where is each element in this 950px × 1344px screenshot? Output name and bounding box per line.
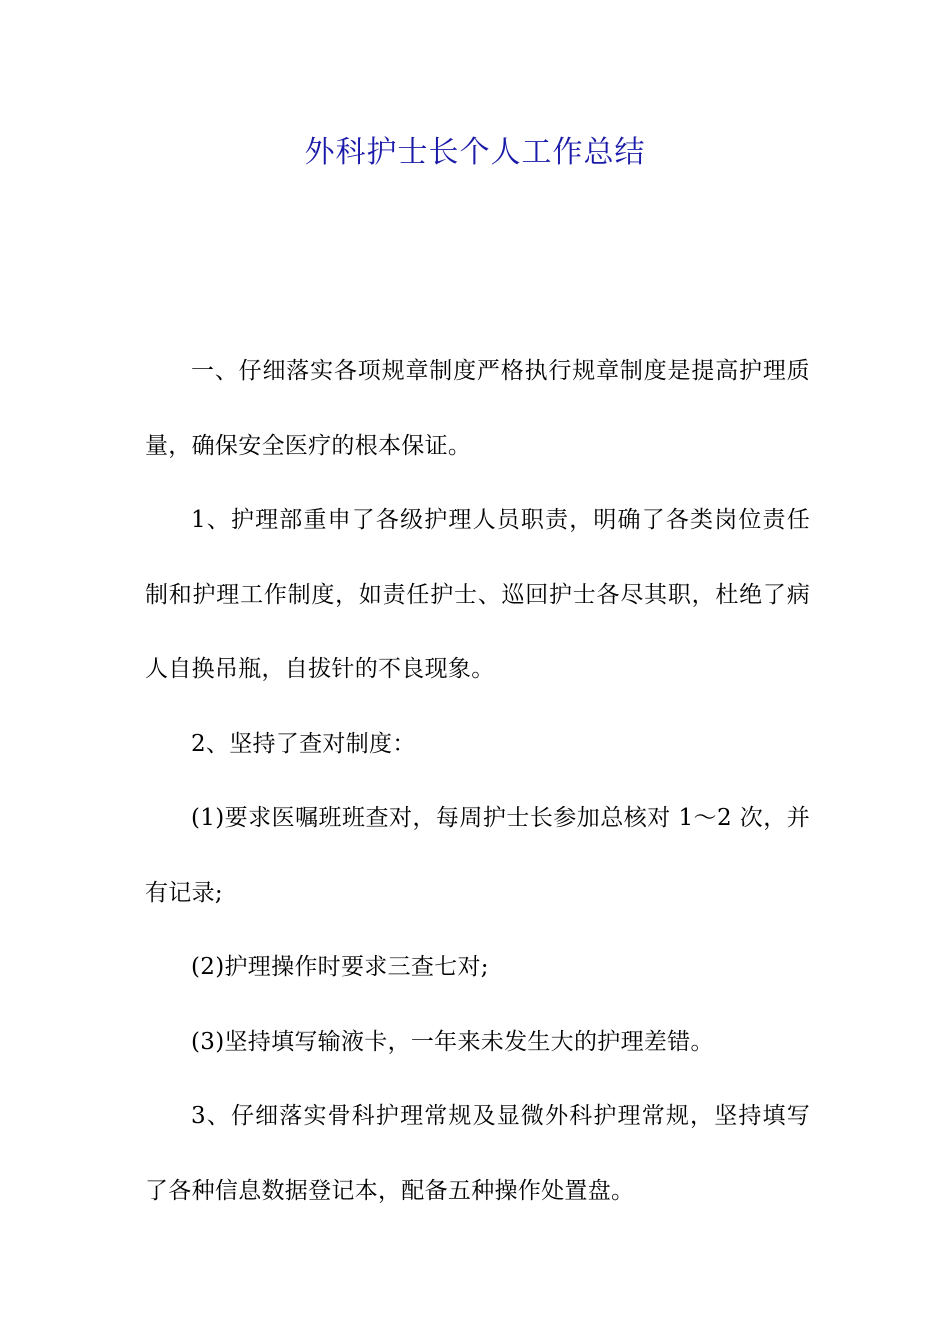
paragraph-subitem-1: (1)要求医嘱班班查对，每周护士长参加总核对 1～2 次，并有记录;	[145, 805, 810, 906]
paragraph-item-2: 2、坚持了查对制度：	[191, 730, 416, 757]
paragraph-section-1: 一、仔细落实各项规章制度严格执行规章制度是提高护理质量，确保安全医疗的根本保证。	[145, 358, 810, 459]
paragraph-item-1: 1、护理部重申了各级护理人员职责，明确了各类岗位责任制和护理工作制度，如责任护士、巡回护士各尽其职，杜绝了病人自换吊瓶，自拔针的不良现象。	[145, 507, 810, 682]
paragraph-subitem-3: (3)坚持填写输液卡，一年来未发生大的护理差错。	[191, 1028, 714, 1055]
document-title: 外科护士长个人工作总结	[304, 135, 646, 170]
document-body	[145, 334, 810, 1228]
paragraph-item-3: 3、仔细落实骨科护理常规及显微外科护理常规，坚持填写了各种信息数据登记本，配备五种操作处置盘。	[145, 1103, 810, 1204]
paragraph-subitem-2: (2)护理操作时要求三查七对;	[191, 954, 489, 980]
